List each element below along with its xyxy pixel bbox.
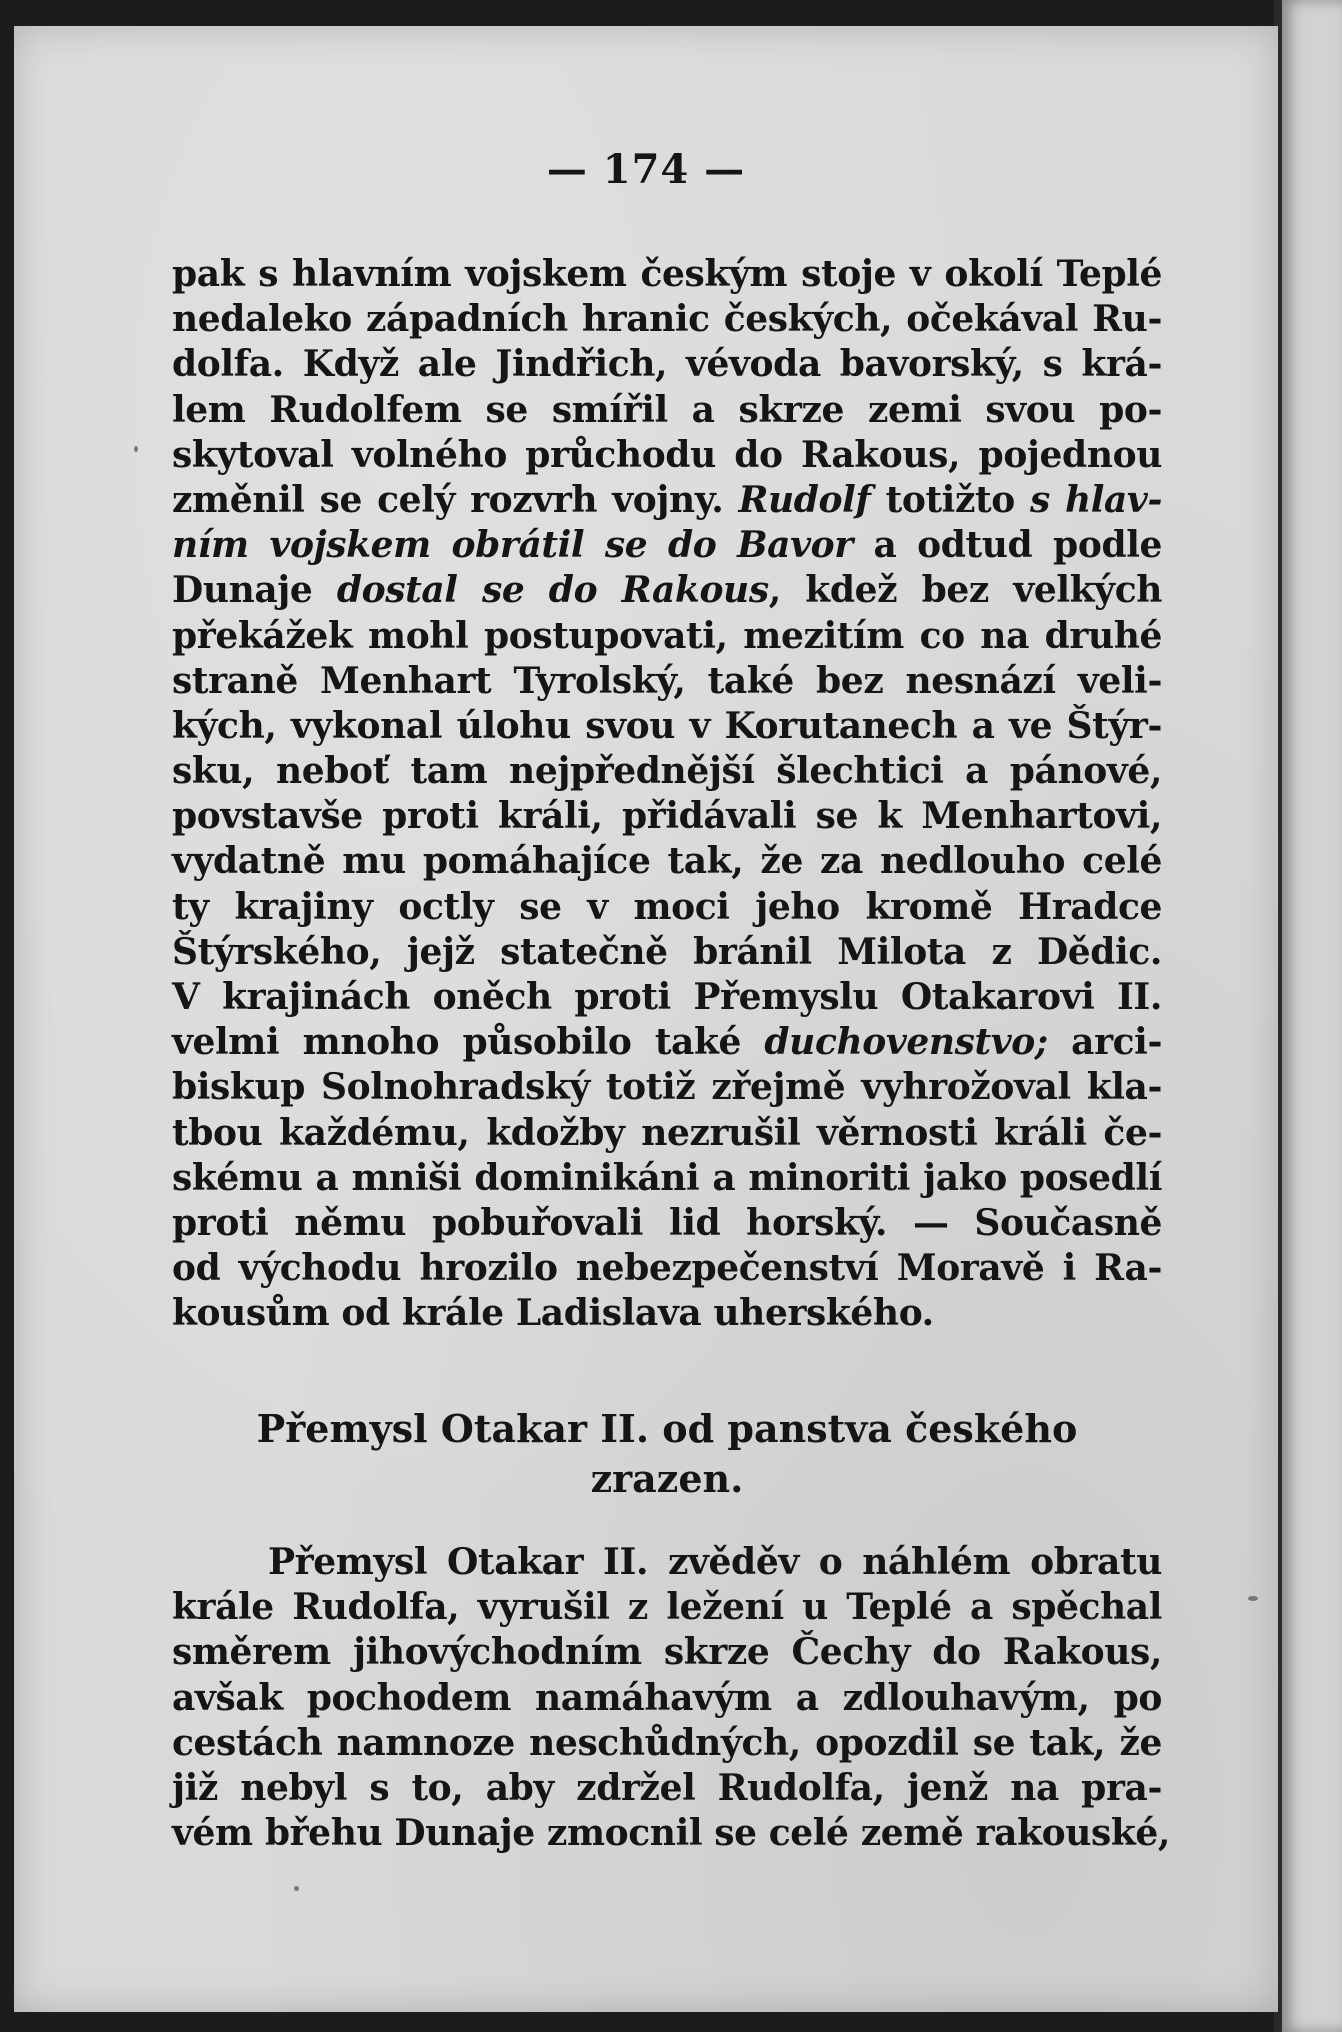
text-segment: sku, neboť tam nejpřednější šlechtici a pánové, [172, 750, 1162, 793]
text-segment: velmi mnoho působilo také [172, 1021, 765, 1064]
text-segment: a odtud podle [852, 524, 1162, 567]
text-line [172, 297, 1162, 342]
text-line [172, 614, 1162, 659]
text-segment: vém břehu Dunaje zmocnil se celé země rakouské, [172, 1812, 1171, 1855]
text-line [172, 1630, 1162, 1675]
text-line [172, 659, 1162, 704]
text-line [172, 794, 1162, 839]
text-segment: skému a mniši dominikáni a minoriti jako posedlí [172, 1156, 1162, 1199]
italic-text: dostal se do Rakous [336, 569, 769, 612]
book-page [14, 26, 1278, 2012]
section-heading [172, 1404, 1162, 1504]
text-line [172, 478, 1162, 523]
text-segment: krále Rudolfa, vyrušil z ležení u Teplé a spěchal [172, 1586, 1162, 1629]
text-segment: skytoval volného průchodu do Rakous, pojednou [172, 433, 1162, 476]
page-number: — 174 — [546, 146, 746, 193]
text-segment: pak s hlavním vojskem českým stoje v okolí Teplé [172, 253, 1162, 295]
text-line [172, 1676, 1162, 1721]
text-segment: straně Menhart Tyrolský, také bez nesnází veli- [172, 659, 1162, 702]
italic-text: ním vojskem obrátil se do Bavor [172, 524, 853, 567]
text-line [172, 1766, 1162, 1811]
text-segment: změnil se celý rozvrh vojny. [172, 478, 739, 521]
text-segment: Štýrského, jejž statečně bránil Milota z Dědic. [172, 930, 1162, 973]
text-segment: překážek mohl postupovati, mezitím co na druhé [172, 614, 1162, 657]
text-segment: , kdež bez velkých [768, 569, 1162, 612]
text-segment: vydatně mu pomáhajíce tak, že za nedlouho celé [172, 840, 1162, 883]
paragraph-1 [172, 252, 1162, 1337]
scan-speck [134, 446, 138, 452]
italic-text: s hlav- [1029, 478, 1162, 521]
text-segment: nedaleko západních hranic českých, očekával Ru- [172, 298, 1162, 341]
text-segment: od východu hrozilo nebezpečenství Moravě i Ra- [172, 1247, 1162, 1290]
text-line [172, 749, 1162, 794]
text-segment: ty krajiny octly se v moci jeho kromě Hradce [172, 885, 1162, 928]
text-segment: povstavše proti králi, přidávali se k Menhartovi, [172, 795, 1162, 838]
text-segment: proti němu pobuřovali lid horský. — Současně [172, 1201, 1162, 1244]
text-line [172, 1020, 1162, 1065]
scan-speck [1248, 1596, 1258, 1601]
text-segment: avšak pochodem namáhavým a zdlouhavým, po [172, 1676, 1162, 1719]
text-line [172, 1291, 1162, 1336]
text-segment: již nebyl s to, aby zdržel Rudolfa, jenž na pra- [172, 1766, 1162, 1809]
text-line [172, 1111, 1162, 1156]
section-heading-line-1: Přemysl Otakar II. od panstva českého [256, 1406, 1078, 1451]
text-line [172, 523, 1162, 568]
text-line [172, 433, 1162, 478]
text-line [172, 975, 1162, 1020]
text-line [172, 388, 1162, 433]
text-line [172, 1811, 1171, 1856]
text-line [172, 1585, 1162, 1630]
text-line [172, 1721, 1162, 1766]
italic-text: duchovenstvo; [764, 1021, 1048, 1064]
text-segment: kých, vykonal úlohu svou v Korutanech a ve Štýr- [172, 704, 1162, 747]
text-segment: totižto [870, 478, 1030, 521]
section-heading-line-2: zrazen. [590, 1456, 744, 1501]
text-line [172, 568, 1162, 613]
paragraph-2 [172, 1540, 1171, 1856]
text-line [172, 930, 1162, 975]
text-segment: arci- [1047, 1021, 1162, 1064]
text-line [172, 704, 1162, 749]
italic-text: Rudolf [738, 478, 871, 521]
text-segment: biskup Solnohradský totiž zřejmě vyhrožoval kla- [172, 1066, 1162, 1109]
text-segment: V krajinách oněch proti Přemyslu Otakarovi II. [172, 976, 1162, 1018]
text-segment: lem Rudolfem se smířil a skrze zemi svou po- [172, 388, 1162, 431]
text-line [172, 839, 1162, 884]
text-segment: kousům od krále Ladislava uherského. [172, 1292, 934, 1335]
scan-speck [294, 1886, 299, 1891]
text-line [172, 1246, 1162, 1291]
next-page-edge [1282, 0, 1342, 2032]
text-line [172, 1540, 1162, 1585]
text-segment: dolfa. Když ale Jindřich, vévoda bavorský, s krá- [172, 343, 1162, 386]
text-line [172, 1201, 1162, 1246]
text-line [172, 885, 1162, 930]
text-segment: Dunaje [172, 569, 337, 612]
text-segment: směrem jihovýchodním skrze Čechy do Rakous, [172, 1631, 1162, 1674]
text-line [172, 1065, 1162, 1110]
text-segment: tbou každému, kdožby nezrušil věrnosti králi če- [172, 1111, 1162, 1154]
text-line [172, 1156, 1162, 1201]
text-segment: cestách namnoze neschůdných, opozdil se tak, že [172, 1721, 1162, 1764]
text-line [172, 342, 1162, 387]
text-line [172, 252, 1162, 297]
text-segment: Přemysl Otakar II. zvěděv o náhlém obratu [268, 1541, 1162, 1583]
